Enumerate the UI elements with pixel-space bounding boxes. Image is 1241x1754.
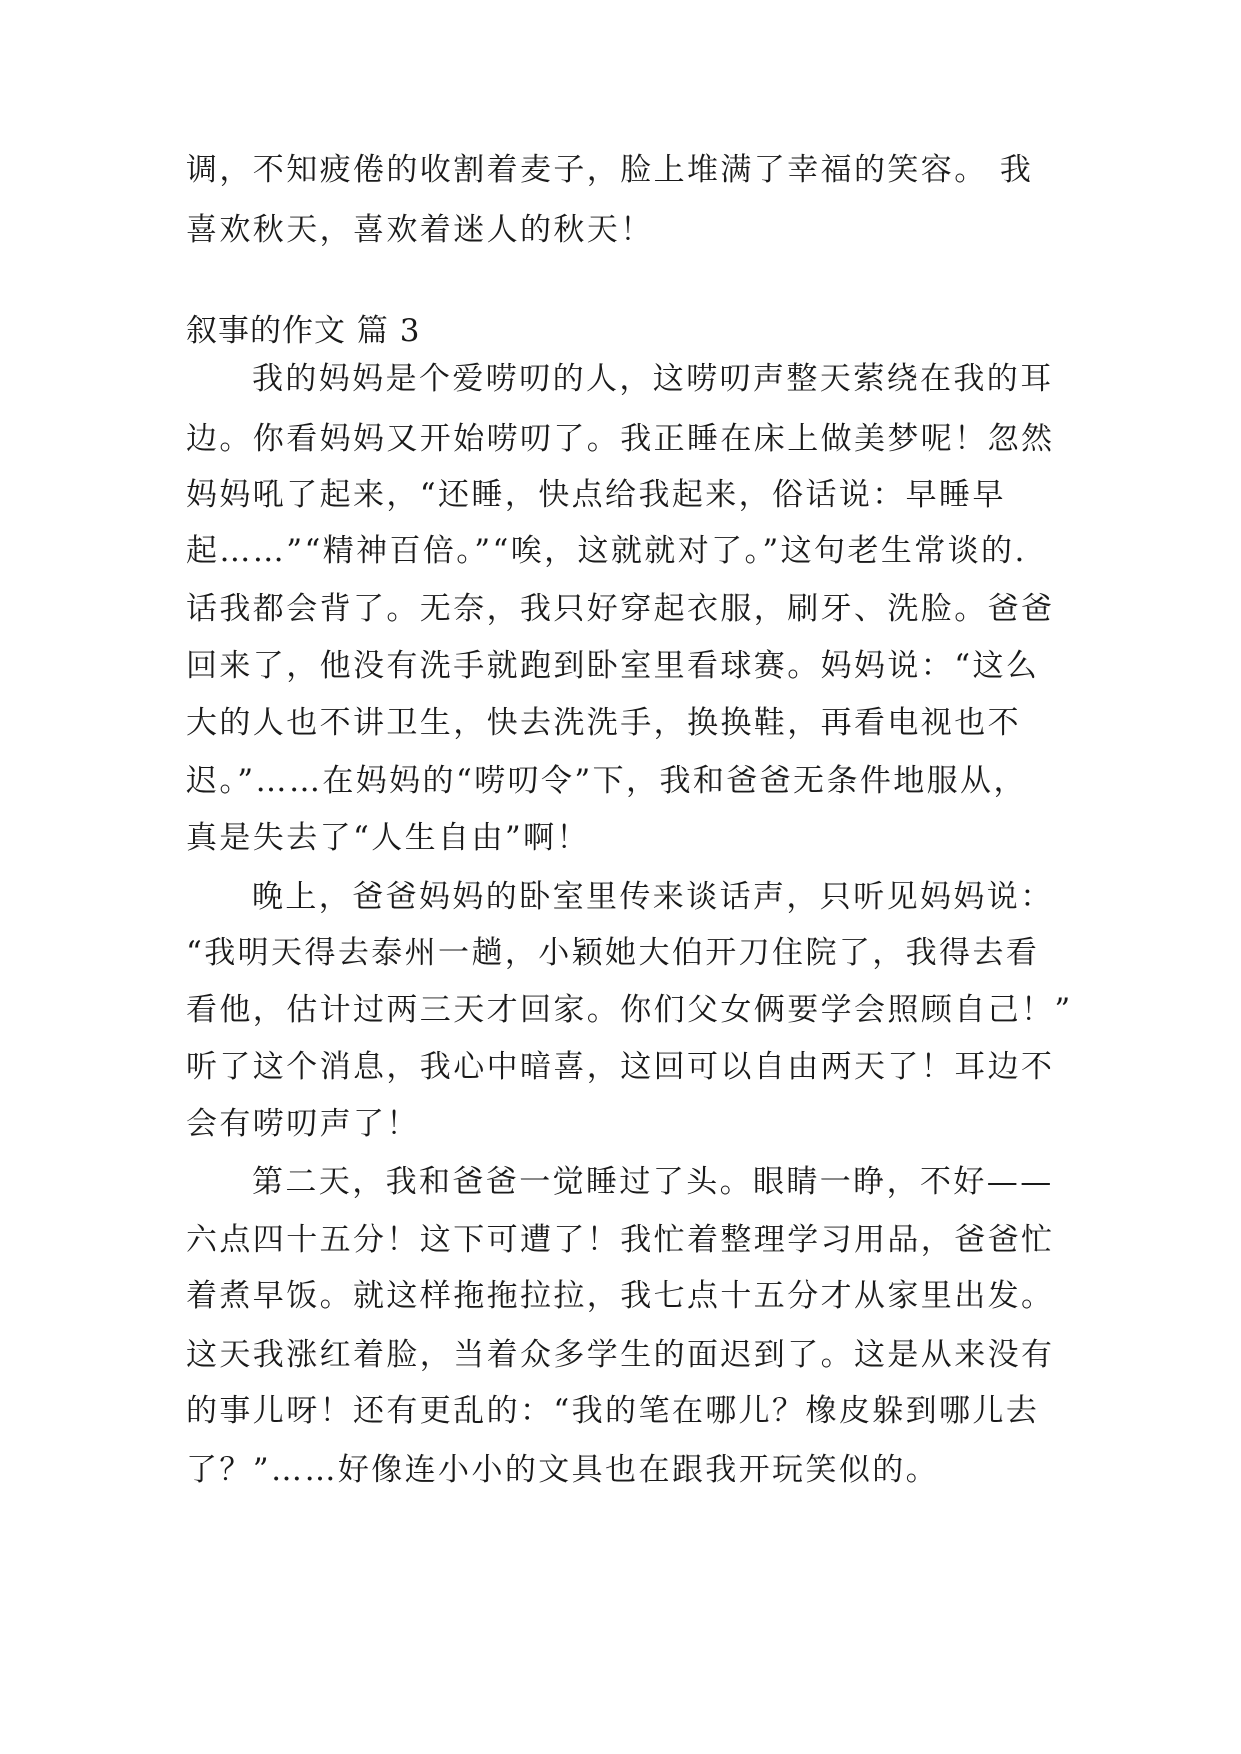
paragraph-line: 起……”“精神百倍。”“唉，这就就对了。”这句老生常谈的.	[186, 533, 1027, 569]
paragraph-line: 这天我涨红着脸，当着众多学生的面迟到了。这是从来没有	[186, 1337, 1055, 1373]
paragraph-line: 看他，估计过两三天才回家。你们父女俩要学会照顾自己！”	[186, 992, 1073, 1028]
paragraph-line: 真是失去了“人生自由”啊！	[186, 820, 590, 856]
intro-line: 调，不知疲倦的收割着麦子，脸上堆满了幸福的笑容。 我	[186, 152, 1034, 188]
paragraph-line: 我的妈妈是个爱唠叨的人，这唠叨声整天萦绕在我的耳	[252, 361, 1054, 397]
intro-line: 喜欢秋天，喜欢着迷人的秋天！	[186, 212, 654, 248]
paragraph-line: 六点四十五分！这下可遭了！我忙着整理学习用品，爸爸忙	[186, 1222, 1055, 1258]
paragraph-line: “我明天得去泰州一趟，小颖她大伯开刀住院了，我得去看	[186, 935, 1040, 971]
paragraph-line: 边。你看妈妈又开始唠叨了。我正睡在床上做美梦呢！忽然	[186, 421, 1055, 457]
paragraph-line: 迟。”……在妈妈的“唠叨令”下，我和爸爸无条件地服从，	[186, 763, 1027, 799]
paragraph-line: 晚上，爸爸妈妈的卧室里传来谈话声，只听见妈妈说：	[252, 879, 1054, 915]
paragraph-line: 的事儿呀！还有更乱的：“我的笔在哪儿？橡皮躲到哪儿去	[186, 1393, 1040, 1429]
paragraph-line: 回来了，他没有洗手就跑到卧室里看球赛。妈妈说：“这么	[186, 648, 1040, 684]
paragraph-line: 听了这个消息，我心中暗喜，这回可以自由两天了！耳边不	[186, 1049, 1055, 1085]
paragraph-line: 大的人也不讲卫生，快去洗洗手，换换鞋，再看电视也不	[186, 705, 1021, 741]
paragraph-line: 妈妈吼了起来，“还睡，快点给我起来，俗话说：早睡早	[186, 477, 1006, 513]
paragraph-line: 第二天，我和爸爸一觉睡过了头。眼睛一睁，不好——	[252, 1164, 1054, 1200]
paragraph-line: 话我都会背了。无奈，我只好穿起衣服，刷牙、洗脸。爸爸	[186, 591, 1055, 627]
paragraph-line: 会有唠叨声了！	[186, 1106, 420, 1142]
paragraph-line: 了？”……好像连小小的文具也在跟我开玩笑似的。	[186, 1452, 940, 1488]
section-heading: 叙事的作文 篇 3	[186, 313, 421, 349]
paragraph-line: 着煮早饭。就这样拖拖拉拉，我七点十五分才从家里出发。	[186, 1278, 1055, 1314]
